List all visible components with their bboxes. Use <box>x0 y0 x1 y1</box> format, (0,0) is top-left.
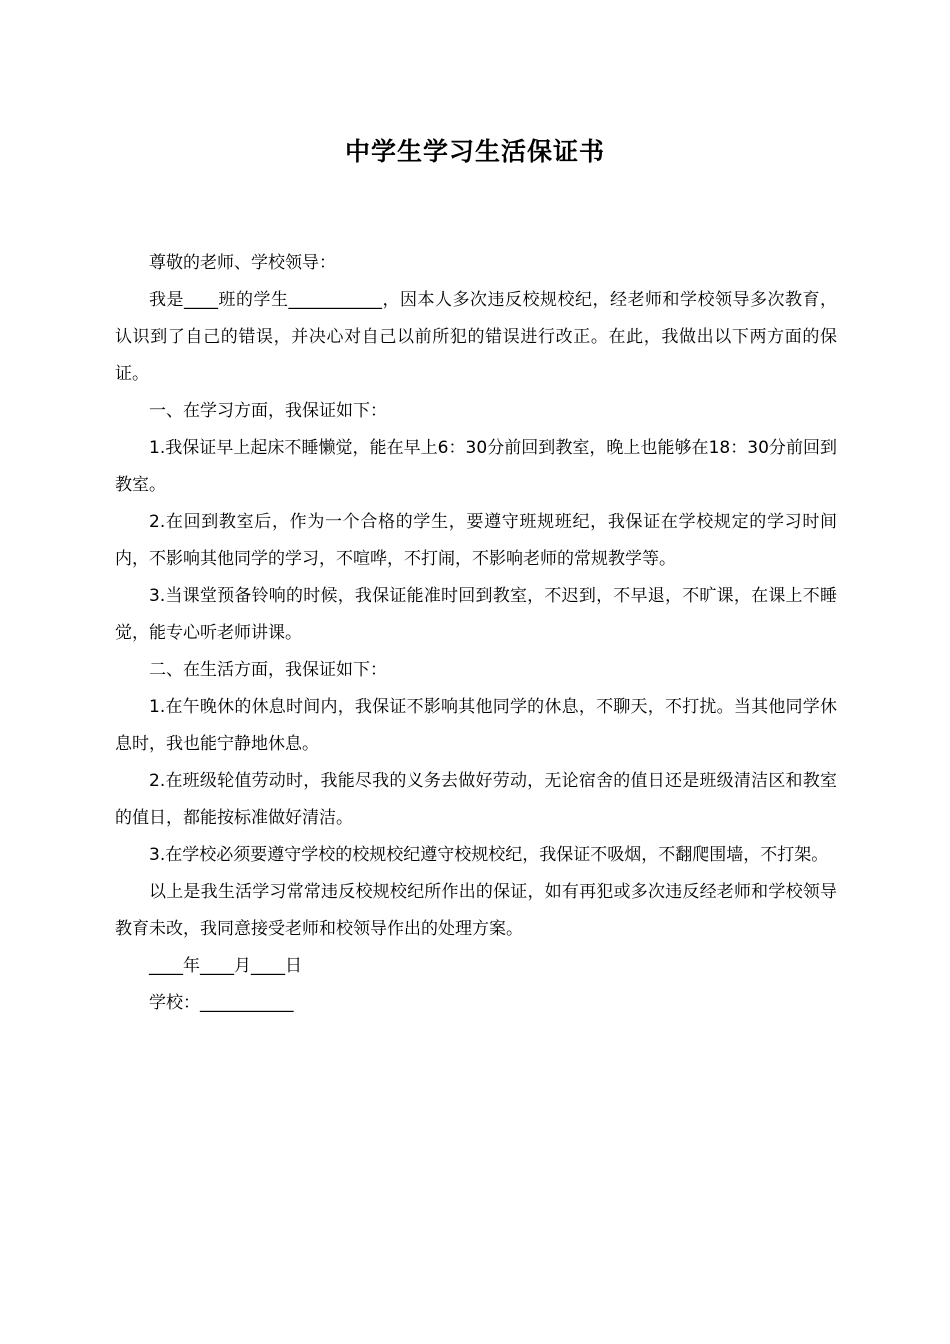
school-line: 学校：___________ <box>149 993 294 1013</box>
life-item-3: 3.在学校必须要遵守学校的校规校纪遵守校规校纪，我保证不吸烟，不翻爬围墙，不打架。 <box>149 845 829 865</box>
section-heading-life: 二、在生活方面，我保证如下： <box>149 660 387 680</box>
life-item-2: 2.在班级轮值劳动时，我能尽我的义务去做好劳动，无论宿舍的值日还是班级清洁区和教室的值日，都能按标准做好清洁。 <box>115 771 837 828</box>
document-title: 中学生学习生活保证书 <box>344 137 605 166</box>
life-item-1: 1.在午晚休的休息时间内，我保证不影响其他同学的休息，不聊天，不打扰。当其他同学休息时，我也能宁静地休息。 <box>115 697 837 754</box>
document-body <box>115 245 837 1022</box>
study-item-2: 2.在回到教室后，作为一个合格的学生，要遵守班规班纪，我保证在学校规定的学习时间内，不影响其他同学的学习，不喧哗，不打闹，不影响老师的常规教学等。 <box>115 512 837 569</box>
date-line: ____年____月____日 <box>149 956 302 976</box>
section-heading-study: 一、在学习方面，我保证如下： <box>149 401 387 421</box>
salutation: 尊敬的老师、学校领导： <box>149 253 336 273</box>
closing-paragraph: 以上是我生活学习常常违反校规校纪所作出的保证，如有再犯或多次违反经老师和学校领导教育未改，我同意接受老师和校领导作出的处理方案。 <box>115 882 837 939</box>
study-item-3: 3.当课堂预备铃响的时候，我保证能准时回到教室，不迟到，不早退，不旷课，在课上不睡觉，能专心听老师讲课。 <box>115 586 837 643</box>
study-item-1: 1.我保证早上起床不睡懒觉，能在早上6：30分前回到教室，晚上也能够在18：30分前回到教室。 <box>115 438 837 495</box>
intro-paragraph: 我是____班的学生___________，因本人多次违反校规校纪，经老师和学校领导多次教育，认识到了自己的错误，并决心对自己以前所犯的错误进行改正。在此，我做出以下两方面的保证。 <box>115 290 837 384</box>
